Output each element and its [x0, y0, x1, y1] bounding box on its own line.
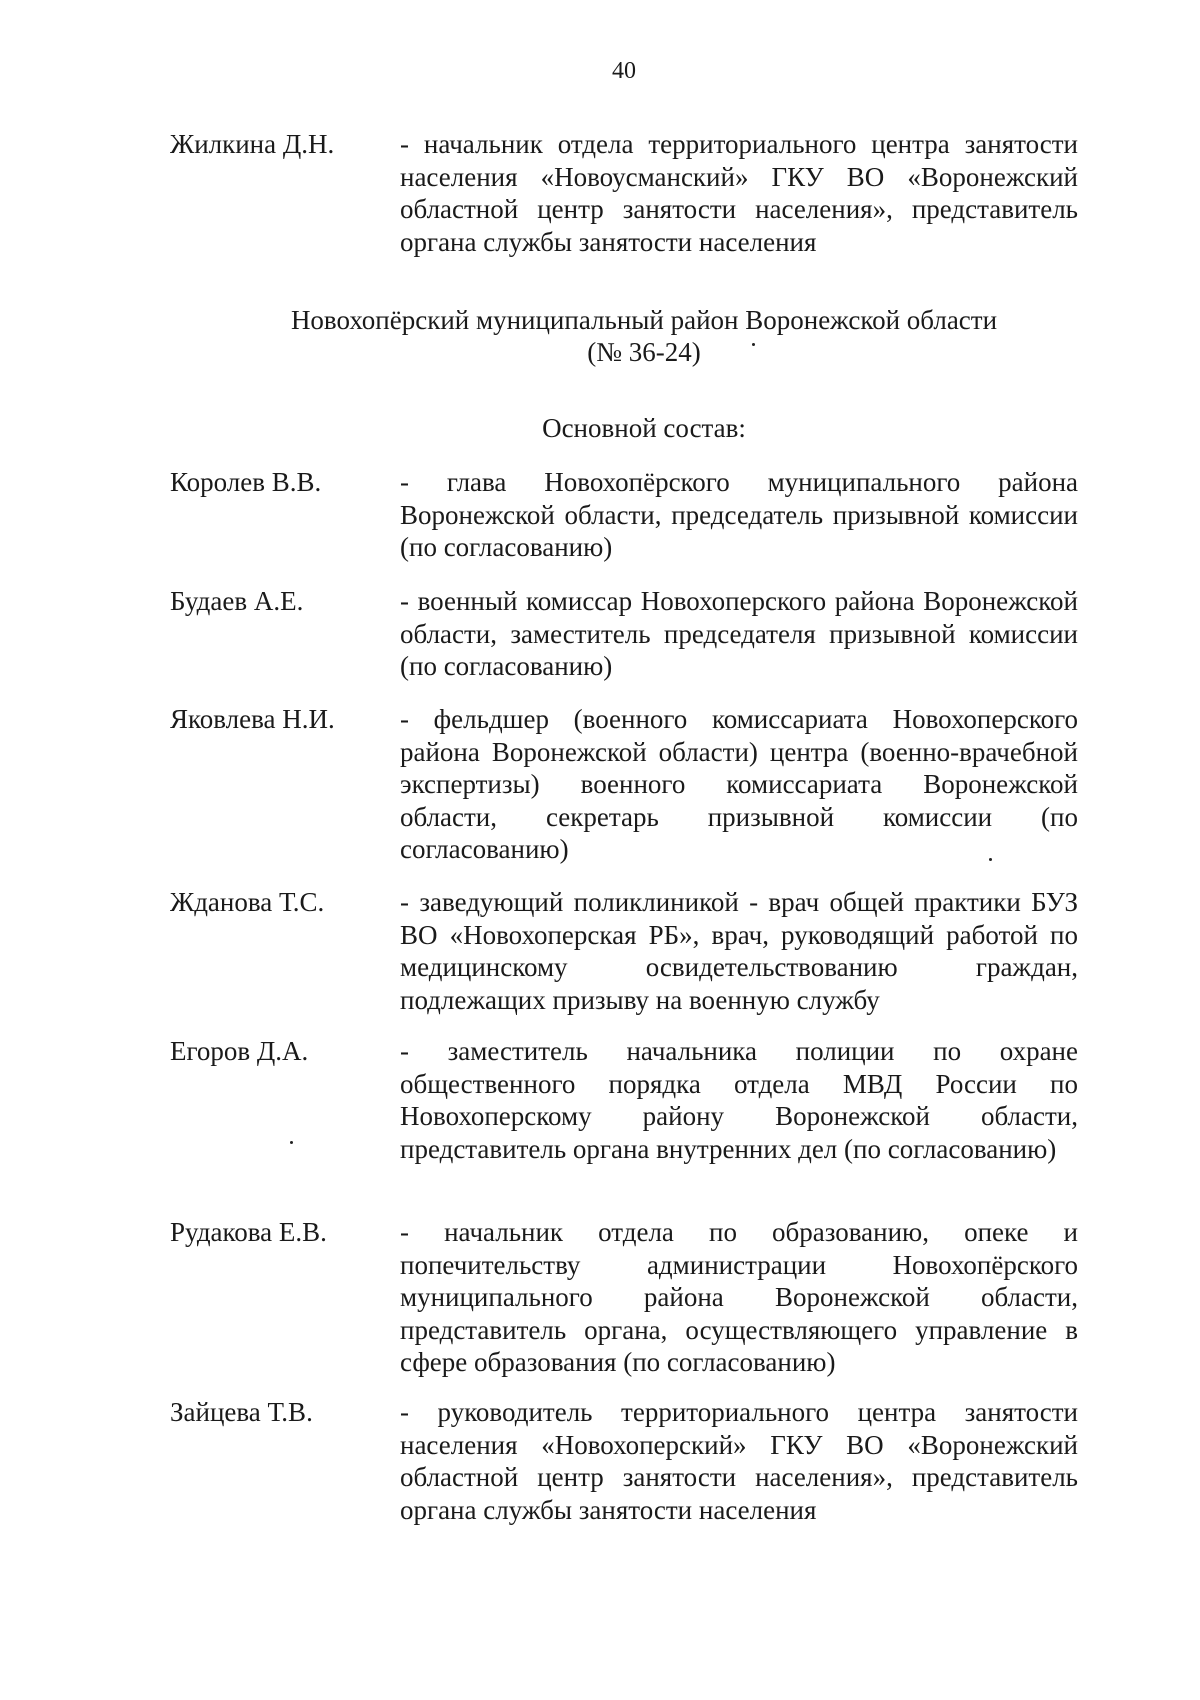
scan-speck [752, 343, 755, 346]
member-description: - глава Новохопёрского муниципального района Воронежской области, председатель призывной комиссии (по согласованию) [400, 467, 1078, 562]
member-description: - начальник отдела по образованию, опеке и попечительству администрации Новохопёрского муниципального района Воронежской области, представитель органа, осуществляющего управление в сфере образования (по согласованию) [400, 1217, 1078, 1377]
member-description: - фельдшер (военного комиссариата Новохоперского района Воронежской области) центра (военно-врачебной экспертизы) военного комиссариата Воронежской области, секретарь призывной комиссии (по согласованию) [400, 704, 1078, 864]
page-number: 40 [612, 58, 636, 84]
section-title: Новохопёрский муниципальный район Воронежской области [290, 305, 998, 335]
composition-subtitle-text: Основной состав: [542, 413, 746, 443]
member-entry [170, 703, 1078, 866]
composition-subtitle [190, 412, 1098, 444]
member-entry [170, 466, 1078, 564]
scan-speck [989, 858, 992, 861]
member-description: - военный комиссар Новохоперского района Воронежской области, заместитель председателя призывной комиссии (по согласованию) [400, 586, 1078, 681]
member-description: - начальник отдела территориального центра занятости населения «Новоусманский» ГКУ ВО «Воронежский областной центр занятости населения», представитель органа службы занятости населения [400, 129, 1078, 257]
member-name: Будаев А.Е. [170, 586, 304, 616]
member-entry [170, 1035, 1078, 1165]
member-description: - руководитель территориального центра занятости населения «Новохоперский» ГКУ ВО «Воронежский областной центр занятости населения», представитель органа службы занятости населения [400, 1397, 1078, 1525]
member-description: - заместитель начальника полиции по охране общественного порядка отдела МВД России по Новохоперскому району Воронежской области, представитель органа внутренних дел (по согласованию) [400, 1036, 1078, 1164]
member-entry [170, 1396, 1078, 1526]
scan-speck [290, 1141, 293, 1144]
section-heading [190, 304, 1098, 368]
member-entry [170, 1216, 1078, 1379]
section-number: (№ 36-24) [587, 337, 701, 367]
member-name: Яковлева Н.И. [170, 704, 335, 734]
member-description: - заведующий поликлиникой - врач общей практики БУЗ ВО «Новохоперская РБ», врач, руководящий работой по медицинскому освидетельствованию граждан, подлежащих призыву на военную службу [400, 887, 1078, 1015]
member-name: Рудакова Е.В. [170, 1217, 327, 1247]
member-name: Жилкина Д.Н. [170, 129, 335, 159]
member-name: Зайцева Т.В. [170, 1397, 313, 1427]
member-entry-zhilkina [170, 128, 1078, 258]
member-entry [170, 886, 1078, 1016]
member-name: Жданова Т.С. [170, 887, 325, 917]
member-entry [170, 585, 1078, 683]
member-name: Королев В.В. [170, 467, 322, 497]
member-name: Егоров Д.А. [170, 1036, 309, 1066]
